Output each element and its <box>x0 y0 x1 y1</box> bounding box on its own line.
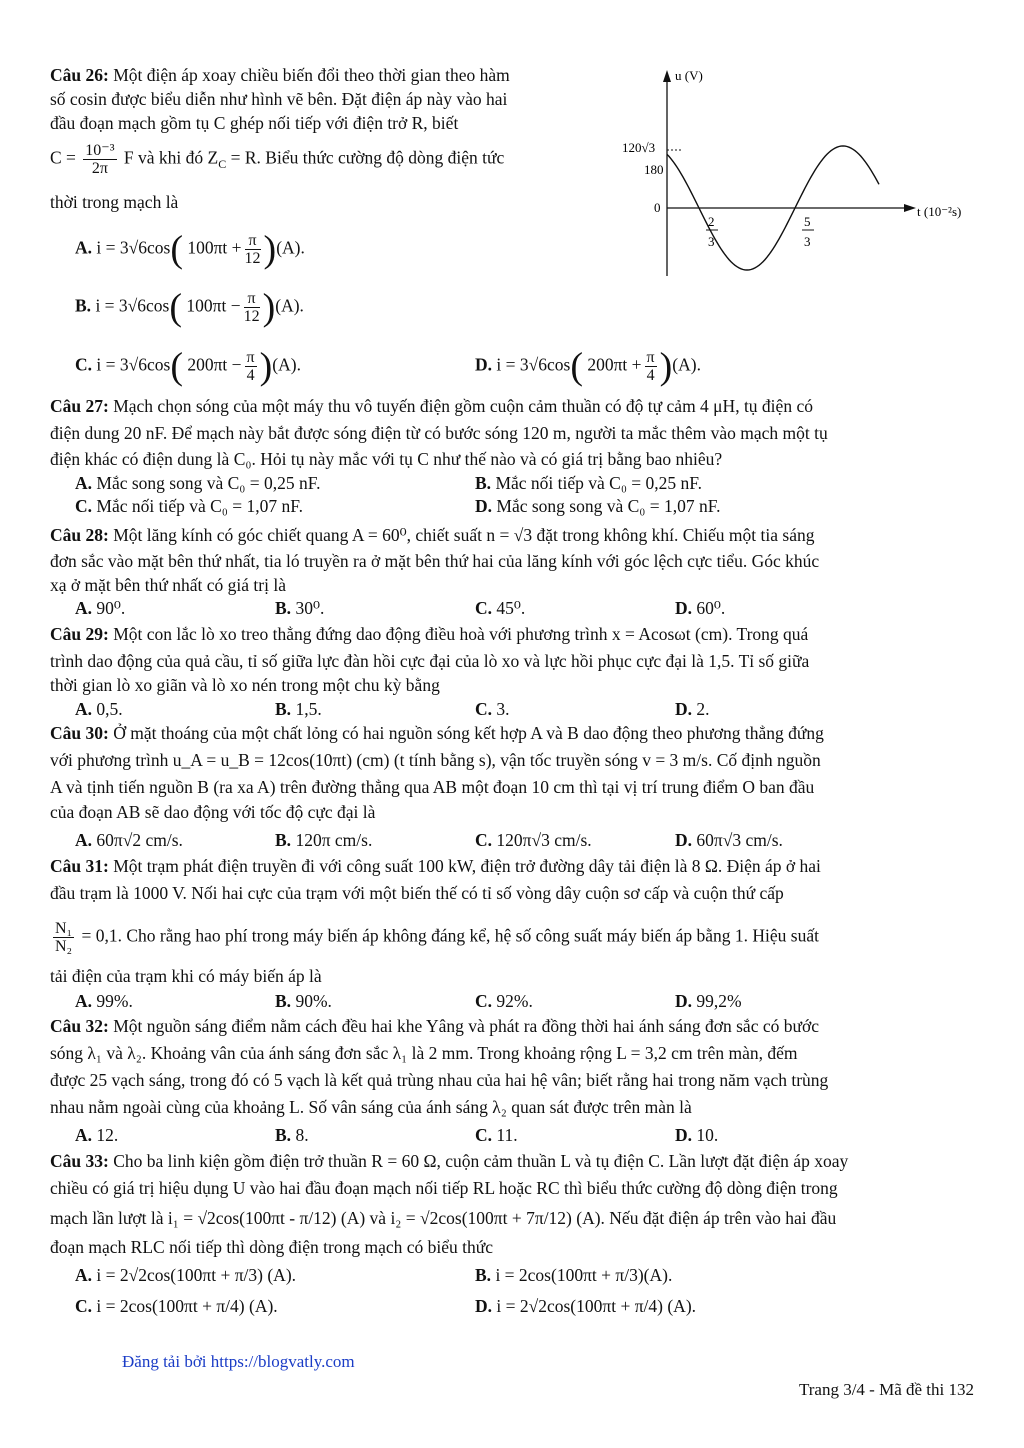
q26-label: Câu 26: <box>50 65 109 85</box>
x-tick-1-num: 2 <box>708 214 715 229</box>
q26-option-a[interactable]: A. i = 3√6cos( 100πt + $\frac{\pi}{12}$ )(A). <box>75 228 305 271</box>
q33-option-c[interactable]: C. i = 2cos(100πt + π/4) (A). <box>75 1296 278 1316</box>
x-tick-2-num: 5 <box>804 214 811 229</box>
q28-line-1: Câu 28: Một lăng kính có góc chiết quang A = 60⁰, chiết suất n = √3 đặt trong không khí. Chiếu một tia sáng <box>50 525 815 545</box>
q33-line-3: mạch lần lượt là i₁ = √2cos(100πt - π/12) (A) và i₂ = √2cos(100πt + 7π/12) (A). Nếu đặt điện áp trên vào hai đầu <box>50 1208 837 1228</box>
q33-option-a[interactable]: A. i = 2√2cos(100πt + π/3) (A). <box>75 1265 297 1285</box>
q28-line-2: đơn sắc vào mặt bên thứ nhất, tia ló truyền ra ở mặt bên thứ hai của lăng kính với góc lệch cực tiểu. Góc khúc <box>50 551 820 571</box>
q33-line-4: đoạn mạch RLC nối tiếp thì dòng điện trong mạch có biểu thức <box>50 1237 494 1257</box>
q26-line-4: C = $\frac{\text{10⁻³}}{2\pi}$ F và khi đó $Z_C = R$. Biểu thức cường độ dòng điện tức <box>50 142 505 177</box>
q29-option-c[interactable]: C. 3. <box>475 699 510 719</box>
q28-option-c[interactable]: C. 45⁰. <box>475 598 526 618</box>
q32-option-c[interactable]: C. 11. <box>475 1125 518 1145</box>
q29-line-3: thời gian lò xo giãn và lò xo nén trong một chu kỳ bằng <box>50 675 440 695</box>
x-tick-1-den: 3 <box>708 234 715 249</box>
y-tick-180: 180 <box>644 162 664 177</box>
q31-option-d[interactable]: D. 99,2% <box>675 991 742 1011</box>
turns-ratio-fraction: $\frac{\text{N₁}}{\text{N₂}}$ <box>55 920 73 955</box>
q26-option-c[interactable]: C. i = 3√6cos( 200πt − $\frac{\pi}{4}$ )(A). <box>75 345 301 388</box>
q30-option-d[interactable]: D. 60π√3 cm/s. <box>675 830 783 850</box>
q28-option-a[interactable]: A. 90⁰. <box>75 598 126 618</box>
q27-line-3: điện khác có điện dung là C₀. Hỏi tụ này mắc với tụ C như thế nào và có giá trị bằng bao nhiêu? <box>50 449 723 469</box>
q26-option-b[interactable]: B. i = 3√6cos( 100πt − $\frac{\pi}{12}$ )(A). <box>75 286 304 329</box>
x-axis-arrow <box>904 204 916 212</box>
q33-line-2: chiều có giá trị hiệu dụng U vào hai đầu đoạn mạch nối tiếp RL hoặc RC thì biểu thức cường độ dòng điện trong <box>50 1178 838 1198</box>
q31-line-2: đầu trạm là 1000 V. Nối hai cực của trạm với một biến thế có tỉ số vòng dây cuộn sơ cấp và cuộn thứ cấp <box>50 883 784 903</box>
q31-option-a[interactable]: A. 99%. <box>75 991 133 1011</box>
q28-option-b[interactable]: B. 30⁰. <box>275 598 325 618</box>
q26-line-1: Câu 26: Một điện áp xoay chiều biến đổi theo thời gian theo hàm <box>50 65 510 85</box>
q30-option-b[interactable]: B. 120π cm/s. <box>275 830 373 850</box>
footer-page-number: Trang 3/4 - Mã đề thi 132 <box>798 1380 974 1399</box>
q31-option-c[interactable]: C. 92%. <box>475 991 533 1011</box>
q26-line-2: số cosin được biểu diễn như hình vẽ bên. Đặt điện áp này vào hai <box>50 89 508 109</box>
q30-line-1: Câu 30: Ở mặt thoáng của một chất lỏng có hai nguồn sóng kết hợp A và B dao động theo phương thẳng đứng <box>50 723 824 743</box>
q30-option-a[interactable]: A. 60π√2 cm/s. <box>75 830 183 850</box>
footer-source-link[interactable]: Đăng tải bởi https://blogvatly.com <box>122 1352 355 1371</box>
q26-line-3: đầu đoạn mạch gồm tụ C ghép nối tiếp với điện trở R, biết <box>50 113 459 133</box>
q32-option-b[interactable]: B. 8. <box>275 1125 309 1145</box>
y-tick-120sqrt3: 120√3 <box>622 140 656 155</box>
voltage-graph <box>612 66 972 296</box>
x-tick-2-den: 3 <box>804 234 811 249</box>
q26-option-d[interactable]: D. i = 3√6cos( 200πt + $\frac{\pi}{4}$ )(A). <box>475 345 701 388</box>
q27-option-d[interactable]: D. Mắc song song và C₀ = 1,07 nF. <box>475 496 721 516</box>
q31-option-b[interactable]: B. 90%. <box>275 991 332 1011</box>
q33-option-b[interactable]: B. i = 2cos(100πt + π/3)(A). <box>475 1265 673 1285</box>
q32-line-1: Câu 32: Một nguồn sáng điểm nằm cách đều hai khe Yâng và phát ra đồng thời hai ánh sáng đơn sắc có bước <box>50 1016 819 1036</box>
q27-option-c[interactable]: C. Mắc nối tiếp và C₀ = 1,07 nF. <box>75 496 303 516</box>
q30-option-c[interactable]: C. 120π√3 cm/s. <box>475 830 592 850</box>
q32-option-d[interactable]: D. 10. <box>675 1125 719 1145</box>
q27-option-b[interactable]: B. Mắc nối tiếp và C₀ = 0,25 nF. <box>475 473 703 493</box>
y-axis-arrow <box>663 70 671 82</box>
q32-option-a[interactable]: A. 12. <box>75 1125 119 1145</box>
q31-line-1: Câu 31: Một trạm phát điện truyền đi với công suất 100 kW, điện trở đường dây tải điện là 8 Ω. Điện áp ở hai <box>50 856 821 876</box>
q31-line-3: $\frac{\text{N₁}}{\text{N₂}}$ = 0,1. Cho rằng hao phí trong máy biến áp không đáng kể, hệ số công suất máy biến áp bằng 1. Hiệu suất <box>55 920 819 955</box>
q28-line-3: xạ ở mặt bên thứ nhất có giá trị là <box>50 575 286 595</box>
q29-option-a[interactable]: A. 0,5. <box>75 699 123 719</box>
x-axis-label: t (10⁻²s) <box>917 204 962 219</box>
q32-line-4: nhau nằm ngoài cùng của khoảng L. Số vân sáng của ánh sáng λ₂ quan sát được trên màn là <box>50 1097 692 1117</box>
q32-line-2: sóng λ₁ và λ₂. Khoảng vân của ánh sáng đơn sắc λ₁ là 2 mm. Trong khoảng rộng L = 3,2 cm trên màn, đếm <box>50 1043 798 1063</box>
q33-option-d[interactable]: D. i = 2√2cos(100πt + π/4) (A). <box>475 1296 697 1316</box>
capacitance-fraction: $\frac{\text{10⁻³}}{2\pi}$ <box>85 142 115 177</box>
q29-line-1: Câu 29: Một con lắc lò xo treo thẳng đứng dao động điều hoà với phương trình x = Acosωt (cm). Trong quá <box>50 624 809 644</box>
q32-line-3: được 25 vạch sáng, trong đó có 5 vạch là kết quả trùng nhau của hai hệ vân; biết rằng hai trong năm vạch trùng <box>50 1070 829 1090</box>
q29-option-b[interactable]: B. 1,5. <box>275 699 322 719</box>
q31-line-4: tải điện của trạm khi có máy biến áp là <box>50 966 322 986</box>
q30-line-4: của đoạn AB sẽ dao động với tốc độ cực đại là <box>50 802 376 822</box>
q26-line-5: thời trong mạch là <box>50 192 179 212</box>
q27-option-a[interactable]: A. Mắc song song và C₀ = 0,25 nF. <box>75 473 321 493</box>
q30-line-3: A và tịnh tiến nguồn B (ra xa A) trên đường thẳng qua AB một đoạn 10 cm thì tại vị trí trung điểm O ban đầu <box>50 777 815 797</box>
origin-label: 0 <box>654 200 661 215</box>
q30-line-2: với phương trình u_A = u_B = 12cos(10πt) (cm) (t tính bằng s), vận tốc truyền sóng v = 3 m/s. Cố định nguồn <box>50 750 821 770</box>
q29-option-d[interactable]: D. 2. <box>675 699 710 719</box>
q28-option-d[interactable]: D. 60⁰. <box>675 598 726 618</box>
q27-line-2: điện dung 20 nF. Để mạch này bắt được sóng điện từ có bước sóng 120 m, người ta mắc thêm vào mạch một tụ <box>50 423 828 443</box>
y-axis-label: u (V) <box>675 68 703 83</box>
q33-line-1: Câu 33: Cho ba linh kiện gồm điện trở thuần R = 60 Ω, cuộn cảm thuần L và tụ điện C. Lần lượt đặt điện áp xoay <box>50 1151 849 1171</box>
q29-line-2: trình dao động của quả cầu, tỉ số giữa lực đàn hồi cực đại của lò xo và lực hồi phục cực đại là 1,5. Tỉ số giữa <box>50 651 810 671</box>
q27-line-1: Câu 27: Mạch chọn sóng của một máy thu vô tuyến điện gồm cuộn cảm thuần có độ tự cảm 4 μH, tụ điện có <box>50 396 813 416</box>
